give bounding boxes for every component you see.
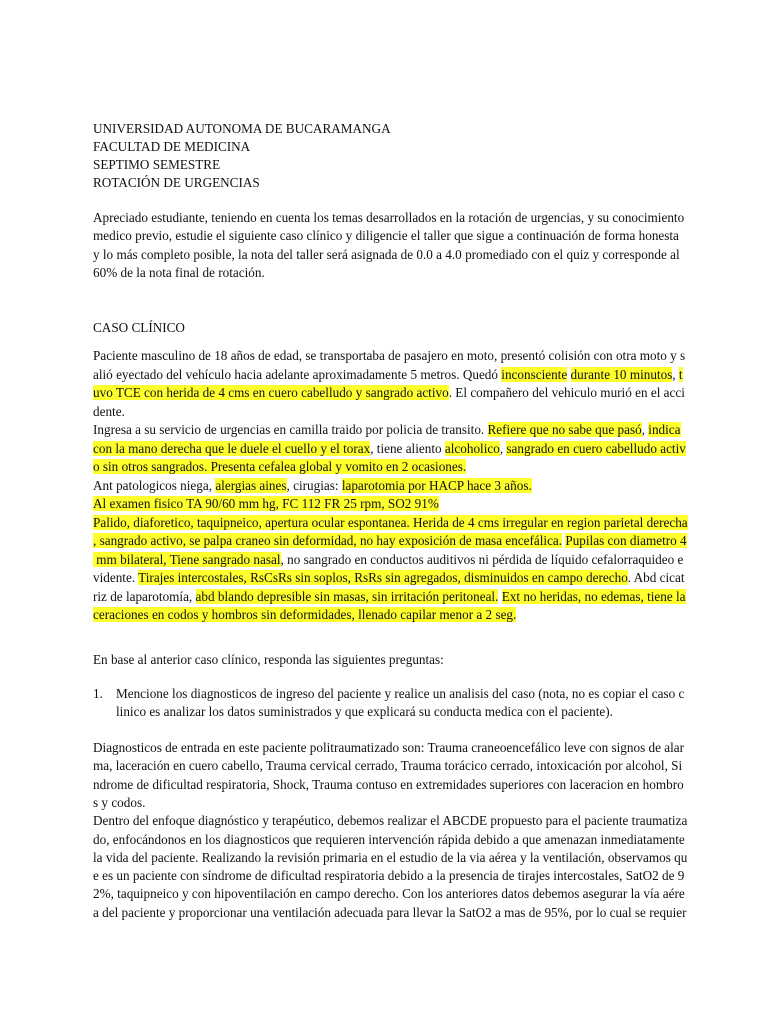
text-run: Paciente masculino de 18 años de edad, se transportaba de pasajero en moto, presentó colisión con otra moto y s (93, 348, 686, 363)
highlighted-text: Ext no heridas, no edemas, tiene la (501, 588, 686, 604)
highlighted-text: Al examen fisico TA 90/60 mm hg, FC 112 FR 25 rpm, SO2 91% (93, 496, 439, 511)
text-run (567, 367, 570, 382)
highlighted-text: inconsciente (501, 366, 568, 382)
text-run: dente. (93, 403, 125, 419)
text-line (93, 247, 680, 263)
text-line (93, 607, 516, 623)
text-line (93, 441, 686, 457)
text-line (93, 228, 679, 244)
case-title: CASO CLÍNICO (93, 320, 185, 335)
question-number: 1. (93, 686, 103, 701)
text-run: Ingresa a su servicio de urgencias en camilla traido por policia de transito. (93, 422, 488, 437)
header-faculty: FACULTAD DE MEDICINA (93, 139, 251, 154)
highlighted-text: Refiere que no sabe que pasó (487, 422, 642, 437)
text-run: . El compañero del vehiculo murió en el acci (448, 385, 685, 400)
highlighted-text: t (678, 366, 683, 382)
text-line: do, enfocándonos en los diagnosticos que requieren intervención rápida debido a que amenazan inmediatamente (93, 831, 685, 847)
text-line: ma, laceración en cuero cabello, Trauma cervical cerrado, Trauma torácico cerrado, intoxicación por alcohol, Si (93, 758, 683, 774)
text-line: s y codos. (93, 794, 146, 810)
text-line (93, 459, 466, 475)
header-semester: SEPTIMO SEMESTRE (93, 157, 221, 172)
text-line (93, 367, 683, 383)
text-run: 60% de la nota final de rotación. (93, 264, 265, 280)
highlighted-text: mm bilateral, Tiene sangrado nasal (93, 551, 281, 567)
highlighted-text: alergias aines (215, 477, 287, 493)
highlighted-text: Tirajes intercostales, RsCsRs sin soplos, RsRs sin agregados, disminuidos en campo derecho (138, 570, 628, 585)
text-line (93, 496, 439, 512)
text-line: e es un paciente con síndrome de dificultad respiratoria debido a la presencia de tirajes intercostales, SatO2 de 9 (93, 868, 685, 884)
text-run: , (672, 366, 679, 382)
text-run: , no sangrado en conductos auditivos ni pérdida de líquido cefalorraquideo e (280, 551, 684, 567)
text-run: , tiene aliento (370, 440, 445, 456)
highlighted-text: Pupilas con diametro 4 (565, 533, 687, 548)
text-line (93, 570, 685, 586)
highlighted-text: alcoholico (444, 440, 500, 456)
highlighted-text: ceraciones en codos y hombros sin deformidades, llenado capilar menor a 2 seg. (93, 607, 517, 622)
text-line: 2%, taquipneico y con hipoventilación en campo derecho. Con los anteriores datos debemos asegurar la vía aére (93, 886, 685, 902)
highlighted-text: durante 10 minutos (570, 366, 673, 382)
highlighted-text: sangrado en cuero cabelludo activ (506, 440, 686, 456)
text-line (93, 348, 685, 364)
question-line: linico es analizar los datos suministrados y que explicará su conducta medica con el paciente). (116, 704, 613, 719)
text-line (93, 552, 683, 568)
header-university: UNIVERSIDAD AUTONOMA DE BUCARAMANGA (93, 121, 391, 136)
text-line: Diagnosticos de entrada en este paciente politraumatizado son: Trauma craneoencefálico leve con signos de alar (93, 740, 685, 755)
text-line: ndrome de dificultad respiratoria, Shock, Trauma contuso en extremidades superiores con laceracion en hombro (93, 776, 684, 792)
text-line (93, 385, 685, 401)
question-line: Mencione los diagnosticos de ingreso del paciente y realice un analisis del caso (nota, no es copiar el caso c (116, 686, 685, 701)
highlighted-text: laparotomia por HACP hace 3 años. (341, 477, 532, 493)
header-rotation: ROTACIÓN DE URGENCIAS (93, 175, 260, 190)
highlighted-text: Palido, diaforetico, taquipneico, apertura ocular espontanea. Herida de 4 cms irregular en region parietal derecha (93, 514, 688, 530)
text-line: a del paciente y proporcionar una ventilación adecuada para llevar la SatO2 a mas de 95%, por lo cual se requier (93, 904, 687, 920)
questions-intro: En base al anterior caso clínico, responda las siguientes preguntas: (93, 652, 444, 667)
text-run: riz de laparotomía, (93, 588, 196, 604)
text-run: Apreciado estudiante, teniendo en cuenta los temas desarrollados en la rotación de urgencias, y su conocimiento (93, 210, 685, 225)
highlighted-text: indica (648, 422, 681, 437)
text-run: vidente. (93, 570, 139, 585)
text-line (93, 210, 684, 226)
highlighted-text: , sangrado activo, se palpa craneo sin deformidad, no hay exposición de masa encefálica. (93, 533, 563, 548)
text-run: . Abd cicat (627, 570, 685, 585)
text-run: y lo más completo posible, la nota del taller será asignada de 0.0 a 4.0 promediado con el quiz y corresponde al (93, 246, 680, 262)
text-run: Ant patologicos niega, (93, 477, 216, 493)
text-line (93, 404, 125, 420)
text-line (93, 478, 532, 494)
text-line (93, 515, 688, 531)
text-line (93, 422, 681, 438)
highlighted-text: o sin otros sangrados. Presenta cefalea global y vomito en 2 ocasiones. (93, 459, 467, 474)
text-run: alió eyectado del vehículo hacia adelante aproximadamente 5 metros. Quedó (93, 366, 502, 382)
text-run: medico previo, estudie el siguiente caso clínico y diligencie el taller que sigue a continuación de forma honesta (93, 228, 679, 244)
text-run: , cirugias: (286, 477, 342, 493)
highlighted-text: con la mano derecha que le duele el cuello y el torax (93, 440, 371, 456)
text-line (93, 533, 687, 549)
text-line: Dentro del enfoque diagnóstico y terapéutico, debemos realizar el ABCDE propuesto para el paciente traumatiza (93, 813, 688, 829)
text-line: la vida del paciente. Realizando la revisión primaria en el estudio de la via aérea y la ventilación, observamos qu (93, 849, 688, 865)
text-line (93, 589, 686, 605)
highlighted-text: uvo TCE con herida de 4 cms en cuero cabelludo y sangrado activo (93, 385, 449, 400)
text-run: , (641, 422, 649, 437)
text-run: , (499, 440, 507, 456)
text-line (93, 265, 265, 281)
highlighted-text: abd blando depresible sin masas, sin irritación peritoneal. (195, 588, 499, 604)
